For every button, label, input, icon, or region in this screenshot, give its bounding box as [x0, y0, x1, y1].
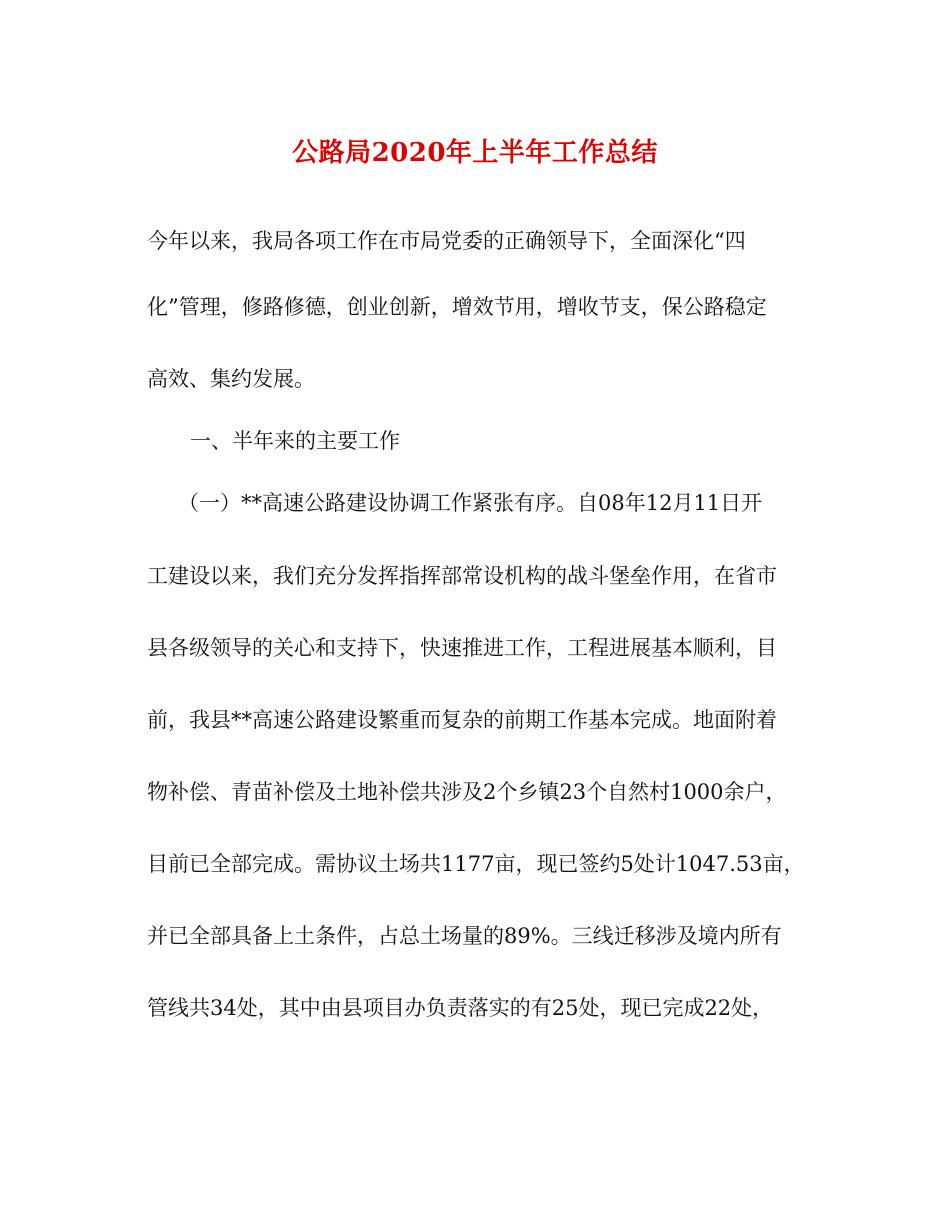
section-heading: 一、半年来的主要工作 — [190, 429, 400, 453]
paragraph-line: 高效、集约发展。 — [147, 367, 315, 391]
paragraph-line: 目前已全部完成。需协议土场共1177亩，现已签约5处计1047.53亩， — [147, 852, 805, 876]
paragraph-line: 化”管理，修路修德，创业创新，增效节用，增收节支，保公路稳定 — [147, 295, 767, 319]
subsection-heading-line: （一）**高速公路建设协调工作紧张有序。自08年12月11日开 — [178, 491, 763, 515]
paragraph-line: 前，我县**高速公路建设繁重而复杂的前期工作基本完成。地面附着 — [147, 708, 777, 732]
paragraph-line: 物补偿、青苗补偿及土地补偿共涉及2个乡镇23个自然村1000余户， — [147, 780, 787, 804]
paragraph-line: 工建设以来，我们充分发挥指挥部常设机构的战斗堡垒作用，在省市 — [147, 564, 777, 588]
paragraph-line: 县各级领导的关心和支持下，快速推进工作，工程进展基本顺利，目 — [147, 636, 777, 660]
paragraph-line: 今年以来，我局各项工作在市局党委的正确领导下，全面深化“四 — [147, 229, 746, 253]
paragraph-line: 并已全部具备上土条件，占总土场量的89%。三线迁移涉及境内所有 — [147, 924, 782, 948]
document-title: 公路局2020年上半年工作总结 — [292, 138, 658, 168]
paragraph-line: 管线共34处，其中由县项目办负责落实的有25处，现已完成22处， — [147, 996, 774, 1020]
